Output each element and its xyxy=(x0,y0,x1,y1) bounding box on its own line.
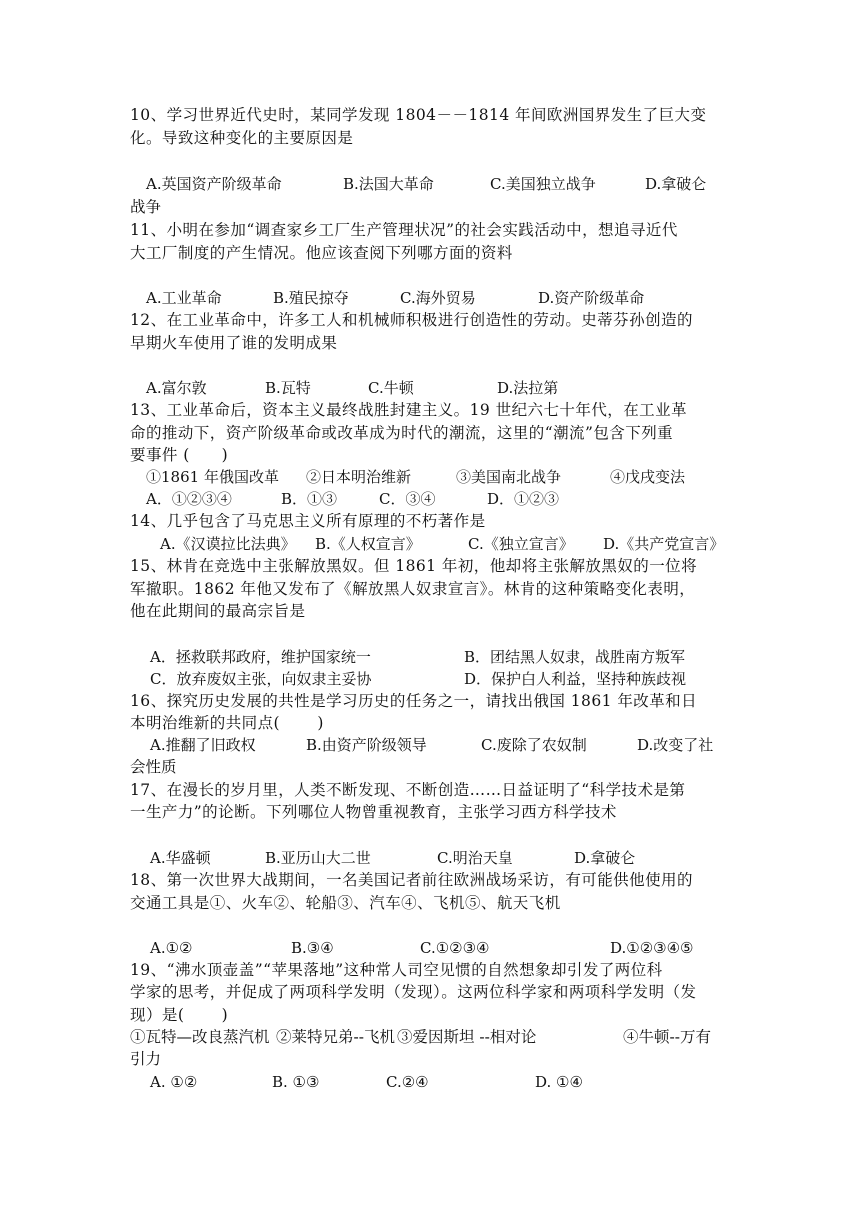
text-line: ②莱特兄弟--飞机 xyxy=(276,1028,395,1046)
text-line: 现）是( ) xyxy=(130,1006,229,1024)
text-line: D.《共产党宣言》 xyxy=(603,535,725,553)
text-line: B.由资产阶级领导 xyxy=(306,736,427,754)
text-line: B.③④ xyxy=(291,939,334,957)
text-line: 交通工具是①、火车②、轮船③、汽车④、飞机⑤、航天飞机 xyxy=(130,894,561,912)
text-line: A. ①② xyxy=(150,1073,198,1091)
text-line: 战争 xyxy=(130,198,162,216)
text-line: B.《人权宣言》 xyxy=(315,535,421,553)
text-line: 15、林肯在竞选中主张解放黑奴。但 1861 年初，他却将主张解放黑奴的一位将 xyxy=(130,557,698,575)
text-line: D.拿破仑 xyxy=(574,849,636,867)
text-line: 10、学习世界近代史时，某同学发现 1804－－1814 年间欧洲国界发生了巨大变 xyxy=(130,106,707,124)
text-line: 12、在工业革命中，许多工人和机械师积极进行创造性的劳动。史蒂芬孙创造的 xyxy=(130,311,693,329)
text-line: D.法拉第 xyxy=(497,379,559,397)
text-line: D.资产阶级革命 xyxy=(538,289,645,307)
text-line: 本明治维新的共同点( ) xyxy=(130,714,324,732)
text-line: C.①②③④ xyxy=(420,939,490,957)
text-line: B. ①③ xyxy=(272,1073,320,1091)
text-line: D. ①④ xyxy=(535,1073,583,1091)
text-line: ②日本明治维新 xyxy=(306,468,412,486)
text-line: C.美国独立战争 xyxy=(490,175,596,193)
text-line: 引力 xyxy=(130,1050,162,1068)
text-line: D.①②③④⑤ xyxy=(610,939,694,957)
text-line: ④戊戌变法 xyxy=(610,468,686,486)
text-line: B．团结黑人奴隶，战胜南方叛军 xyxy=(464,648,686,666)
text-line: B.法国大革命 xyxy=(343,175,434,193)
text-line: C.②④ xyxy=(386,1073,429,1091)
text-line: 18、第一次世界大战期间，一名美国记者前往欧洲战场采访，有可能供他使用的 xyxy=(130,871,693,889)
text-line: 要事件 ( ) xyxy=(130,446,229,464)
text-line: C.明治天皇 xyxy=(437,849,513,867)
text-line: C.《独立宣言》 xyxy=(468,535,574,553)
text-line: C．放弃废奴主张，向奴隶主妥协 xyxy=(150,670,372,688)
text-line: 学家的思考，并促成了两项科学发明（发现）。这两位科学家和两项科学发明（发 xyxy=(130,983,697,1001)
text-line: 化。导致这种变化的主要原因是 xyxy=(130,129,354,147)
text-line: C.牛顿 xyxy=(368,379,414,397)
text-line: D．保护白人利益，坚持种族歧视 xyxy=(464,670,687,688)
text-line: 14、几乎包含了马克思主义所有原理的不朽著作是 xyxy=(130,512,486,530)
text-line: ③美国南北战争 xyxy=(456,468,562,486)
text-line: A．拯救联邦政府，维护国家统一 xyxy=(150,648,371,666)
text-line: 大工厂制度的产生情况。他应该查阅下列哪方面的资料 xyxy=(130,244,513,262)
text-line: D．①②③ xyxy=(487,490,560,508)
text-line: 16、探究历史发展的共性是学习历史的任务之一，请找出俄国 1861 年改革和日 xyxy=(130,692,698,710)
text-line: 13、工业革命后，资本主义最终战胜封建主义。19 世纪六七十年代，在工业革 xyxy=(130,401,688,419)
text-line: A.《汉谟拉比法典》 xyxy=(160,535,296,553)
text-line: ③爱因斯坦 --相对论 xyxy=(397,1028,537,1046)
text-line: D.改变了社 xyxy=(637,736,714,754)
text-line: ④牛顿--万有 xyxy=(623,1028,711,1046)
text-line: A.推翻了旧政权 xyxy=(150,736,256,754)
text-line: 早期火车使用了谁的发明成果 xyxy=(130,334,338,352)
text-line: A.①② xyxy=(150,939,193,957)
text-line: B.亚历山大二世 xyxy=(265,849,371,867)
text-line: B.瓦特 xyxy=(265,379,311,397)
text-line: C.废除了农奴制 xyxy=(481,736,587,754)
text-line: ①1861 年俄国改革 xyxy=(146,468,279,486)
text-line: A.华盛顿 xyxy=(150,849,211,867)
text-line: 11、小明在参加“调查家乡工厂生产管理状况”的社会实践活动中，想追寻近代 xyxy=(130,221,678,239)
text-line: 军撤职。1862 年他又发布了《解放黑人奴隶宣言》。林肯的这种策略变化表明， xyxy=(130,580,696,598)
text-line: 他在此期间的最高宗旨是 xyxy=(130,602,306,620)
text-line: B．①③ xyxy=(281,490,338,508)
text-line: 17、在漫长的岁月里，人类不断发现、不断创造……日益证明了“科学技术是第 xyxy=(130,781,686,799)
text-line: 会性质 xyxy=(130,758,177,776)
text-line: 一生产力”的论断。下列哪位人物曾重视教育，主张学习西方科学技术 xyxy=(130,803,617,821)
text-line: A.英国资产阶级革命 xyxy=(146,175,282,193)
text-line: A．①②③④ xyxy=(146,490,232,508)
text-line: 19、“沸水顶壶盖”“苹果落地”这种常人司空见惯的自然想象却引发了两位科 xyxy=(130,961,663,979)
text-line: C.海外贸易 xyxy=(400,289,476,307)
text-line: ①瓦特—改良蒸汽机 xyxy=(130,1028,270,1046)
text-line: A.富尔敦 xyxy=(146,379,207,397)
text-line: C．③④ xyxy=(379,490,436,508)
text-line: B.殖民掠夺 xyxy=(273,289,349,307)
text-line: A.工业革命 xyxy=(146,289,222,307)
text-line: 命的推动下，资产阶级革命或改革成为时代的潮流，这里的“潮流”包含下列重 xyxy=(130,424,674,442)
text-line: D.拿破仑 xyxy=(645,175,707,193)
